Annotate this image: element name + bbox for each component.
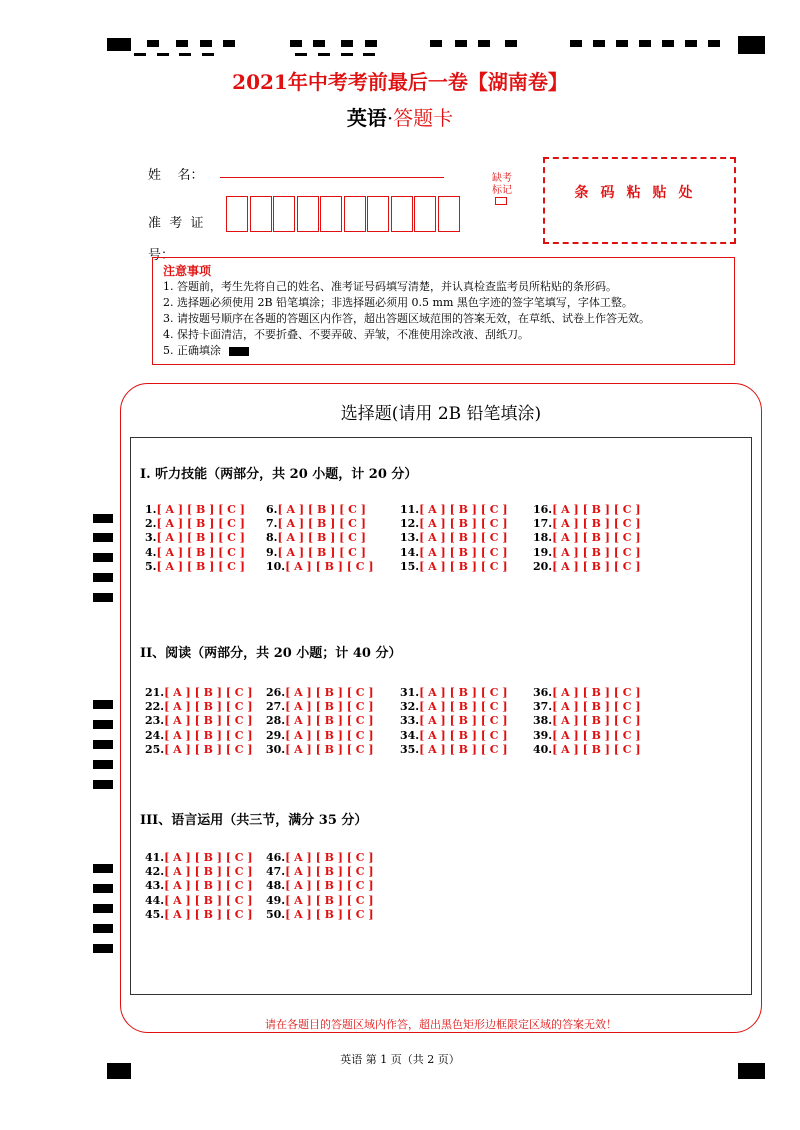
timing-mark	[202, 53, 214, 56]
question-39[interactable]	[533, 729, 641, 743]
question-46[interactable]	[266, 851, 374, 865]
notice-item: 1. 答题前，考生先将自己的姓名、准考证号码填写清楚，并认真检查监考员所粘贴的条形码。	[163, 280, 617, 293]
answer-options[interactable]: [ A ] [ B ] [ C ]	[164, 893, 253, 907]
timing-mark	[176, 40, 188, 47]
question-36[interactable]	[533, 686, 641, 700]
question-number: 9.	[266, 545, 278, 559]
answer-options[interactable]: [ A ] [ B ] [ C ]	[285, 728, 374, 742]
absent-mark-box[interactable]	[495, 197, 507, 205]
question-41[interactable]	[145, 851, 253, 865]
timing-mark	[593, 40, 605, 47]
absent-mark-label: 缺考标记	[492, 173, 512, 196]
answer-options[interactable]: [ A ] [ B ] [ C ]	[552, 531, 641, 545]
question-10[interactable]	[266, 560, 374, 574]
answer-options[interactable]: [ A ] [ B ] [ C ]	[419, 686, 508, 699]
question-number: 15.	[400, 559, 420, 573]
timing-mark	[363, 53, 375, 56]
timing-mark	[341, 40, 353, 47]
timing-mark	[295, 53, 307, 56]
question-number: 17.	[533, 517, 553, 531]
section-heading-listening: I. 听力技能（两部分，共 20 小题，计 20 分）	[140, 467, 418, 482]
question-number: 48.	[266, 879, 286, 893]
timing-mark	[505, 40, 517, 47]
question-22[interactable]	[145, 700, 253, 714]
question-32[interactable]	[400, 700, 508, 714]
timing-mark	[93, 944, 113, 953]
question-number: 34.	[400, 728, 420, 742]
exam-id-digit-box[interactable]	[320, 196, 342, 232]
answer-options[interactable]: [ A ] [ B ] [ C ]	[156, 545, 245, 559]
answer-options[interactable]: [ A ] [ B ] [ C ]	[277, 503, 366, 516]
question-3[interactable]	[145, 531, 245, 545]
question-29[interactable]	[266, 729, 374, 743]
question-number: 40.	[533, 742, 553, 756]
section-heading-language: III、语言运用（共三节，满分 35 分）	[140, 813, 368, 828]
timing-mark	[341, 53, 353, 56]
question-number: 28.	[266, 714, 286, 728]
question-number: 30.	[266, 742, 286, 756]
exam-id-digit-box[interactable]	[297, 196, 319, 232]
answer-options[interactable]: [ A ] [ B ] [ C ]	[419, 503, 508, 516]
question-number: 6.	[266, 503, 278, 516]
question-40[interactable]	[533, 743, 641, 757]
timing-mark	[93, 553, 113, 562]
question-number: 26.	[266, 686, 286, 699]
timing-mark	[93, 760, 113, 769]
question-number: 7.	[266, 517, 278, 531]
question-2[interactable]	[145, 517, 245, 531]
answer-options[interactable]: [ A ] [ B ] [ C ]	[552, 742, 641, 756]
question-23[interactable]	[145, 714, 253, 728]
answer-options[interactable]: [ A ] [ B ] [ C ]	[164, 686, 253, 699]
question-number: 5.	[145, 559, 157, 573]
question-number: 25.	[145, 742, 165, 756]
answer-options[interactable]: [ A ] [ B ] [ C ]	[285, 700, 374, 714]
question-number: 16.	[533, 503, 553, 516]
exam-id-digit-box[interactable]	[367, 196, 389, 232]
timing-mark	[93, 904, 113, 913]
answer-options[interactable]: [ A ] [ B ] [ C ]	[285, 893, 374, 907]
registration-mark	[107, 38, 131, 51]
answer-options[interactable]: [ A ] [ B ] [ C ]	[164, 879, 253, 893]
answer-area-warning: 请在各题目的答题区域内作答，超出黑色矩形边框限定区域的答案无效！	[265, 1018, 617, 1031]
question-47[interactable]	[266, 865, 374, 879]
answer-options[interactable]: [ A ] [ B ] [ C ]	[552, 700, 641, 714]
notice-item: 3. 请按题号顺序在各题的答题区内作答，超出答题区域范围的答案无效，在草纸、试卷上作答无效。	[163, 312, 650, 325]
exam-id-label: 准 考 证	[148, 216, 204, 231]
question-12[interactable]	[400, 517, 508, 531]
timing-mark	[93, 780, 113, 789]
timing-mark	[223, 40, 235, 47]
answer-options[interactable]: [ A ] [ B ] [ C ]	[285, 907, 374, 921]
page-number: 英语 第 1 页（共 2 页）	[340, 1053, 460, 1066]
timing-mark	[290, 40, 302, 47]
question-number: 49.	[266, 893, 286, 907]
question-number: 46.	[266, 851, 286, 864]
subject-label: 英语	[346, 106, 387, 130]
question-35[interactable]	[400, 743, 508, 757]
question-49[interactable]	[266, 894, 374, 908]
answer-options[interactable]: [ A ] [ B ] [ C ]	[285, 686, 374, 699]
question-27[interactable]	[266, 700, 374, 714]
question-28[interactable]	[266, 714, 374, 728]
question-42[interactable]	[145, 865, 253, 879]
timing-mark	[179, 53, 191, 56]
answer-options[interactable]: [ A ] [ B ] [ C ]	[285, 865, 374, 879]
question-number: 42.	[145, 865, 165, 879]
question-number: 37.	[533, 700, 553, 714]
timing-mark	[200, 40, 212, 47]
registration-mark	[738, 1063, 765, 1079]
section-heading-reading: II、阅读（两部分，共 20 小题；计 40 分）	[140, 646, 402, 661]
question-16[interactable]	[533, 503, 641, 517]
question-number: 2.	[145, 517, 157, 531]
notice-box	[152, 257, 735, 365]
timing-mark	[478, 40, 490, 47]
timing-mark	[93, 514, 113, 523]
exam-id-digit-box[interactable]	[344, 196, 366, 232]
timing-mark	[93, 573, 113, 582]
question-number: 35.	[400, 742, 420, 756]
question-number: 31.	[400, 686, 420, 699]
question-9[interactable]	[266, 546, 366, 560]
question-number: 3.	[145, 531, 157, 545]
answer-options[interactable]: [ A ] [ B ] [ C ]	[419, 517, 508, 531]
timing-mark	[365, 40, 377, 47]
answer-options[interactable]: [ A ] [ B ] [ C ]	[164, 907, 253, 921]
answer-options[interactable]: [ A ] [ B ] [ C ]	[419, 742, 508, 756]
question-26[interactable]	[266, 686, 374, 700]
registration-mark	[738, 36, 765, 54]
answer-options[interactable]: [ A ] [ B ] [ C ]	[277, 517, 366, 531]
exam-id-digit-box[interactable]	[273, 196, 295, 232]
answer-options[interactable]: [ A ] [ B ] [ C ]	[156, 517, 245, 531]
question-number: 45.	[145, 907, 165, 921]
answer-options[interactable]: [ A ] [ B ] [ C ]	[156, 559, 245, 573]
answer-options[interactable]: [ A ] [ B ] [ C ]	[419, 545, 508, 559]
name-label: 姓 名：	[148, 168, 204, 183]
question-number: 8.	[266, 531, 278, 545]
answer-options[interactable]: [ A ] [ B ] [ C ]	[156, 503, 245, 516]
question-17[interactable]	[533, 517, 641, 531]
timing-mark	[93, 700, 113, 709]
question-30[interactable]	[266, 743, 374, 757]
timing-mark	[318, 53, 330, 56]
answer-options[interactable]: [ A ] [ B ] [ C ]	[164, 700, 253, 714]
exam-id-digit-box[interactable]	[438, 196, 460, 232]
answer-options[interactable]: [ A ] [ B ] [ C ]	[552, 545, 641, 559]
question-48[interactable]	[266, 879, 374, 893]
question-44[interactable]	[145, 894, 253, 908]
question-34[interactable]	[400, 729, 508, 743]
registration-mark	[107, 1063, 131, 1079]
question-4[interactable]	[145, 546, 245, 560]
answer-options[interactable]: [ A ] [ B ] [ C ]	[552, 714, 641, 728]
answer-options[interactable]: [ A ] [ B ] [ C ]	[419, 714, 508, 728]
question-8[interactable]	[266, 531, 366, 545]
timing-mark	[93, 740, 113, 749]
answer-options[interactable]: [ A ] [ B ] [ C ]	[164, 851, 253, 864]
question-number: 33.	[400, 714, 420, 728]
answer-options[interactable]: [ A ] [ B ] [ C ]	[285, 559, 374, 573]
question-number: 18.	[533, 531, 553, 545]
timing-mark	[662, 40, 674, 47]
answer-options[interactable]: [ A ] [ B ] [ C ]	[164, 728, 253, 742]
question-number: 43.	[145, 879, 165, 893]
timing-mark	[157, 53, 169, 56]
answer-options[interactable]: [ A ] [ B ] [ C ]	[552, 686, 641, 699]
timing-mark	[93, 924, 113, 933]
question-14[interactable]	[400, 546, 508, 560]
question-number: 21.	[145, 686, 165, 699]
question-number: 50.	[266, 907, 286, 921]
question-5[interactable]	[145, 560, 245, 574]
timing-mark	[93, 533, 113, 542]
answer-panel-title: 选择题(请用 2B 铅笔填涂)	[340, 404, 542, 424]
timing-mark	[93, 864, 113, 873]
timing-mark	[93, 593, 113, 602]
question-38[interactable]	[533, 714, 641, 728]
timing-mark	[708, 40, 720, 47]
timing-mark	[685, 40, 697, 47]
timing-mark	[93, 884, 113, 893]
question-43[interactable]	[145, 879, 253, 893]
card-subtitle	[0, 102, 800, 131]
question-number: 20.	[533, 559, 553, 573]
timing-mark	[430, 40, 442, 47]
question-13[interactable]	[400, 531, 508, 545]
exam-id-digit-box[interactable]	[250, 196, 272, 232]
answer-options[interactable]: [ A ] [ B ] [ C ]	[552, 559, 641, 573]
timing-mark	[134, 53, 146, 56]
question-25[interactable]	[145, 743, 253, 757]
question-31[interactable]	[400, 686, 508, 700]
answer-options[interactable]: [ A ] [ B ] [ C ]	[419, 531, 508, 545]
notice-item: 4. 保持卡面清洁，不要折叠、不要弄破、弄皱，不准使用涂改液、刮纸刀。	[163, 328, 529, 341]
answer-options[interactable]: [ A ] [ B ] [ C ]	[285, 851, 374, 864]
answer-options[interactable]: [ A ] [ B ] [ C ]	[552, 728, 641, 742]
answer-options[interactable]: [ A ] [ B ] [ C ]	[552, 517, 641, 531]
question-number: 1.	[145, 503, 157, 516]
question-37[interactable]	[533, 700, 641, 714]
subtitle-separator: ·	[386, 106, 394, 130]
question-number: 4.	[145, 545, 157, 559]
timing-mark	[313, 40, 325, 47]
timing-mark	[147, 40, 159, 47]
answer-options[interactable]: [ A ] [ B ] [ C ]	[285, 879, 374, 893]
answer-options[interactable]: [ A ] [ B ] [ C ]	[164, 714, 253, 728]
notice-item: 2. 选择题必须使用 2B 铅笔填涂；非选择题必须用 0.5 mm 黑色字迹的签字笔填写，字体工整。	[163, 296, 633, 309]
question-45[interactable]	[145, 908, 253, 922]
timing-mark	[616, 40, 628, 47]
answer-options[interactable]: [ A ] [ B ] [ C ]	[419, 728, 508, 742]
question-11[interactable]	[400, 503, 508, 517]
answer-options[interactable]: [ A ] [ B ] [ C ]	[285, 742, 374, 756]
name-field[interactable]	[220, 177, 444, 178]
timing-mark	[93, 720, 113, 729]
timing-mark	[639, 40, 651, 47]
question-1[interactable]	[145, 503, 245, 517]
exam-id-digit-box[interactable]	[414, 196, 436, 232]
question-number: 41.	[145, 851, 165, 864]
question-number: 23.	[145, 714, 165, 728]
question-7[interactable]	[266, 517, 366, 531]
question-number: 13.	[400, 531, 420, 545]
question-number: 10.	[266, 559, 286, 573]
question-number: 38.	[533, 714, 553, 728]
exam-id-digit-box[interactable]	[391, 196, 413, 232]
timing-mark	[570, 40, 582, 47]
question-18[interactable]	[533, 531, 641, 545]
exam-id-digit-box[interactable]	[226, 196, 248, 232]
question-number: 11.	[400, 503, 420, 516]
answer-options[interactable]: [ A ] [ B ] [ C ]	[156, 531, 245, 545]
question-number: 22.	[145, 700, 165, 714]
question-number: 47.	[266, 865, 286, 879]
question-15[interactable]	[400, 560, 508, 574]
answer-options[interactable]: [ A ] [ B ] [ C ]	[285, 714, 374, 728]
question-number: 24.	[145, 728, 165, 742]
question-19[interactable]	[533, 546, 641, 560]
question-number: 32.	[400, 700, 420, 714]
question-number: 39.	[533, 728, 553, 742]
answer-options[interactable]: [ A ] [ B ] [ C ]	[277, 531, 366, 545]
question-number: 36.	[533, 686, 553, 699]
question-number: 44.	[145, 893, 165, 907]
question-24[interactable]	[145, 729, 253, 743]
exam-id-label-suffix: 号：	[148, 248, 175, 263]
question-33[interactable]	[400, 714, 508, 728]
card-type-label: 答题卡	[393, 106, 454, 130]
barcode-area: 条码粘贴处	[543, 157, 736, 244]
question-number: 29.	[266, 728, 286, 742]
notice-heading: 注意事项	[163, 264, 212, 278]
answer-options[interactable]: [ A ] [ B ] [ C ]	[419, 700, 508, 714]
question-number: 27.	[266, 700, 286, 714]
timing-mark	[455, 40, 467, 47]
question-6[interactable]	[266, 503, 366, 517]
notice-item: 5. 正确填涂	[163, 344, 221, 357]
question-number: 14.	[400, 545, 420, 559]
card-title: 2021年中考考前最后一卷【湖南卷】	[232, 70, 568, 94]
answer-options[interactable]: [ A ] [ B ] [ C ]	[419, 559, 508, 573]
answer-options[interactable]: [ A ] [ B ] [ C ]	[277, 545, 366, 559]
question-50[interactable]	[266, 908, 374, 922]
question-number: 19.	[533, 545, 553, 559]
correct-fill-sample	[229, 347, 249, 356]
question-number: 12.	[400, 517, 420, 531]
answer-options[interactable]: [ A ] [ B ] [ C ]	[164, 865, 253, 879]
question-20[interactable]	[533, 560, 641, 574]
answer-options[interactable]: [ A ] [ B ] [ C ]	[552, 503, 641, 516]
answer-options[interactable]: [ A ] [ B ] [ C ]	[164, 742, 253, 756]
question-21[interactable]	[145, 686, 253, 700]
